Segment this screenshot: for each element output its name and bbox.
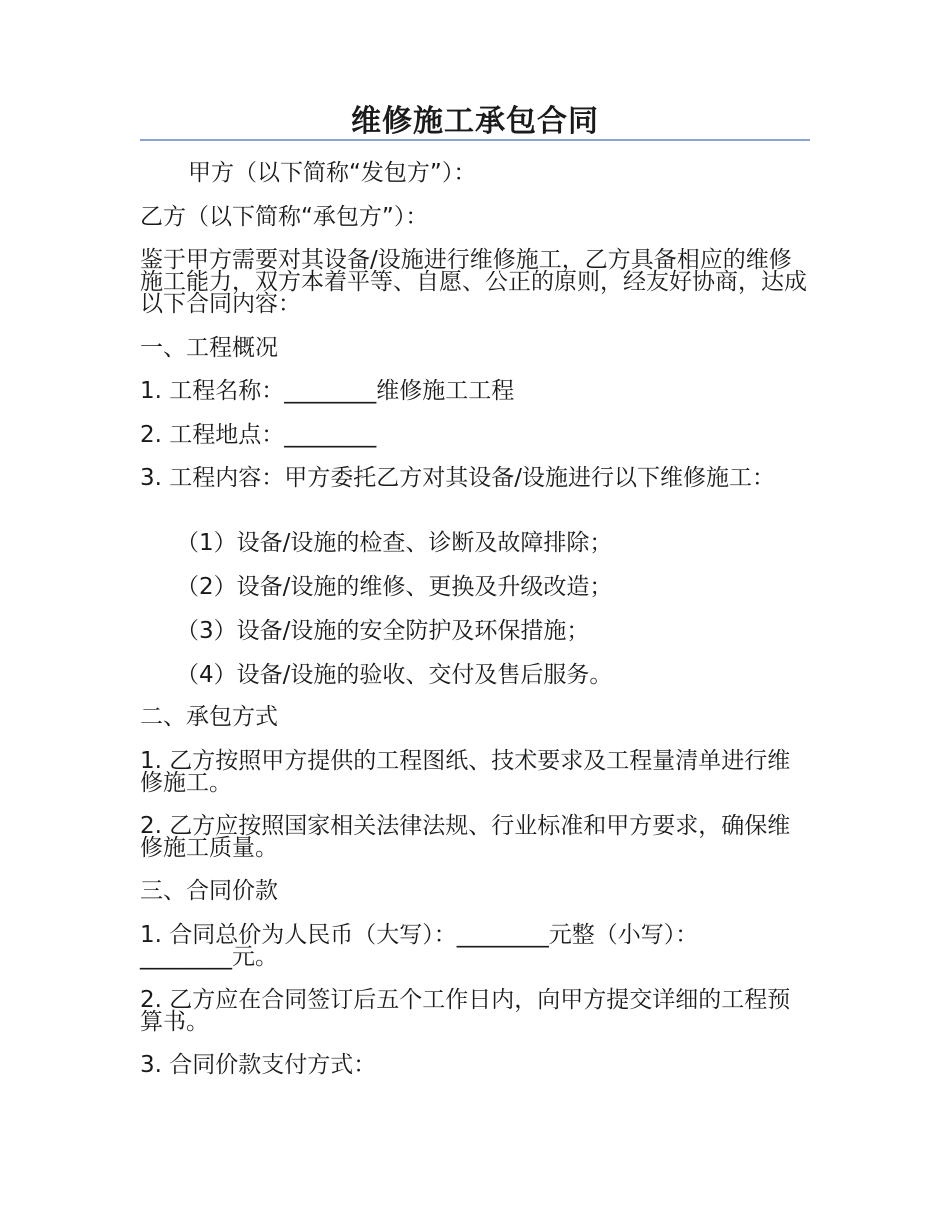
project-name-line: 1. 工程名称：________维修施工工程 xyxy=(140,378,515,404)
party-a-line: 甲方（以下简称“发包方”）： xyxy=(188,160,477,186)
section-3-heading: 三、合同价款 xyxy=(140,878,278,904)
section-2-heading: 二、承包方式 xyxy=(140,704,278,730)
content-item-4: （4）设备/设施的验收、交付及售后服务。 xyxy=(176,662,613,688)
content-item-2: （2）设备/设施的维修、更换及升级改造； xyxy=(176,574,613,600)
project-content-paragraph: 3. 工程内容：甲方委托乙方对其设备/设施进行以下维修施工： xyxy=(140,465,776,491)
contract-price-paragraph-1: 1. 合同总价为人民币（大写）：________元整（小写）：________元。 xyxy=(140,922,699,970)
content-item-1: （1）设备/设施的检查、诊断及故障排除； xyxy=(176,530,613,556)
project-location-line: 2. 工程地点：________ xyxy=(140,422,377,448)
preamble-paragraph: 鉴于甲方需要对其设备/设施进行维修施工，乙方具备相应的维修施工能力，双方本着平等、自愿、公正的原则，经友好协商，达成以下合同内容： xyxy=(140,247,807,317)
section-1-heading: 一、工程概况 xyxy=(140,335,278,361)
document-title: 维修施工承包合同 xyxy=(351,104,599,139)
content-item-3: （3）设备/设施的安全防护及环保措施； xyxy=(176,618,590,644)
contract-method-paragraph-1: 1. 乙方按照甲方提供的工程图纸、技术要求及工程量清单进行维修施工。 xyxy=(140,748,791,796)
contract-price-paragraph-2: 2. 乙方应在合同签订后五个工作日内，向甲方提交详细的工程预算书。 xyxy=(140,987,791,1035)
contract-method-paragraph-2: 2. 乙方应按照国家相关法律法规、行业标准和甲方要求，确保维修施工质量。 xyxy=(140,813,791,861)
payment-method-line: 3. 合同价款支付方式： xyxy=(140,1052,377,1078)
party-b-line: 乙方（以下简称“承包方”）： xyxy=(140,204,429,230)
title-underline xyxy=(140,139,810,141)
